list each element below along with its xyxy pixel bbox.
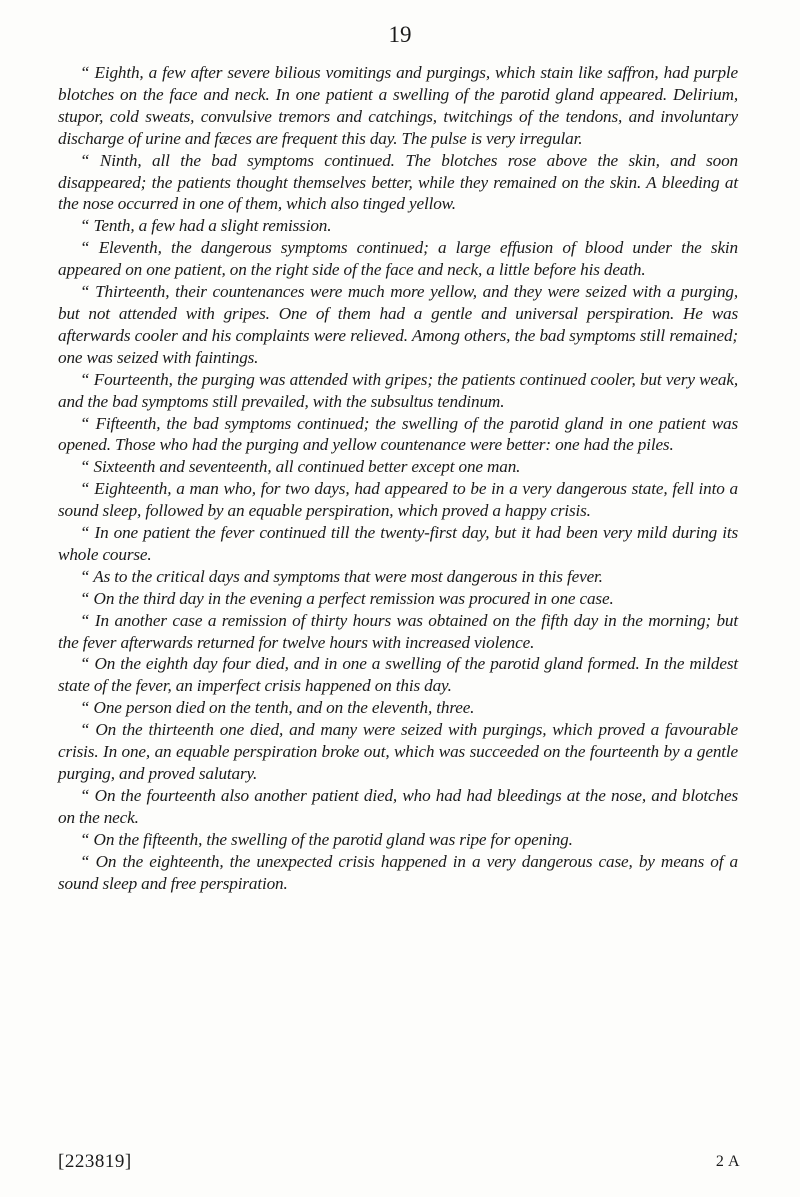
- page-number: 19: [388, 22, 412, 47]
- paragraph-critical-days: “ As to the critical days and symptoms that were most dangerous in this fever.: [80, 566, 603, 586]
- paragraph-fourteenth: “ Fourteenth, the purging was attended with gripes; the patients continued cooler, but very weak, and the bad symptoms still prevailed, with the subsultus tendinum.: [58, 369, 738, 411]
- paragraph-eleventh: “ Eleventh, the dangerous symptoms continued; a large effusion of blood under the skin appeared on one patient, on the right side of the face and neck, a little before his death.: [58, 238, 738, 280]
- body-text: [58, 62, 738, 894]
- signature-mark: 2 A: [715, 1153, 740, 1170]
- paragraph-thirteenth-day: “ On the thirteenth one died, and many were seized with purgings, which proved a favourable crisis. In one, an equable perspiration broke out, which was succeeded on the fourteenth by a gentle purging, and proved salutary.: [58, 720, 738, 783]
- catalog-number: [223819]: [58, 1151, 132, 1172]
- paragraph-thirteenth: “ Thirteenth, their countenances were much more yellow, and they were seized with a purging, but not attended with gripes. One of them had a gentle and universal perspiration. He was afterwards cooler and his complaints were relieved. Among others, the bad symptoms still remained; one was seized with faintings.: [58, 282, 738, 367]
- paragraph-sixteenth: “ Sixteenth and seventeenth, all continued better except one man.: [80, 457, 521, 477]
- paragraph-third-day: “ On the third day in the evening a perfect remission was procured in one case.: [80, 588, 614, 608]
- paragraph-eighth: “ Eighth, a few after severe bilious vomitings and purgings, which stain like saffron, had purple blotches on the face and neck. In one patient a swelling of the parotid gland appeared. Delirium, stupor, cold sweats, convulsive tremors and catchings, twitchings of the tendons, and involuntary discharge of urine and fæces are frequent this day. The pulse is very irregular.: [58, 63, 738, 148]
- paragraph-fifth-day: “ In another case a remission of thirty hours was obtained on the fifth day in the morning; but the fever afterwards returned for twelve hours with increased violence.: [58, 610, 738, 652]
- paragraph-tenth-day: “ One person died on the tenth, and on the eleventh, three.: [80, 698, 475, 718]
- paragraph-twenty-first: “ In one patient the fever continued till the twenty-first day, but it had been very mild during its whole course.: [58, 523, 738, 564]
- paragraph-fifteenth-day: “ On the fifteenth, the swelling of the parotid gland was ripe for opening.: [80, 829, 573, 849]
- paragraph-eighth-day: “ On the eighth day four died, and in one a swelling of the parotid gland formed. In the mildest state of the fever, an imperfect crisis happened on this day.: [58, 654, 738, 696]
- paragraph-ninth: “ Ninth, all the bad symptoms continued. The blotches rose above the skin, and soon disappeared; the patients thought themselves better, while they remained on the skin. A bleeding at the nose occurred in one of them, which also tinged yellow.: [58, 150, 738, 214]
- paragraph-eighteenth: “ Eighteenth, a man who, for two days, had appeared to be in a very dangerous state, fell into a sound sleep, followed by an equable perspiration, which proved a happy crisis.: [58, 479, 738, 521]
- paragraph-fourteenth-day: “ On the fourteenth also another patient died, who had had bleedings at the nose, and blotches on the neck.: [58, 785, 738, 827]
- paragraph-fifteenth: “ Fifteenth, the bad symptoms continued; the swelling of the parotid gland in one patient was opened. Those who had the purging and yellow countenance were better: one had the piles.: [58, 413, 738, 455]
- paragraph-eighteenth-day: “ On the eighteenth, the unexpected crisis happened in a very dangerous case, by means of a sound sleep and free perspiration.: [58, 851, 738, 893]
- paragraph-tenth: “ Tenth, a few had a slight remission.: [80, 216, 332, 236]
